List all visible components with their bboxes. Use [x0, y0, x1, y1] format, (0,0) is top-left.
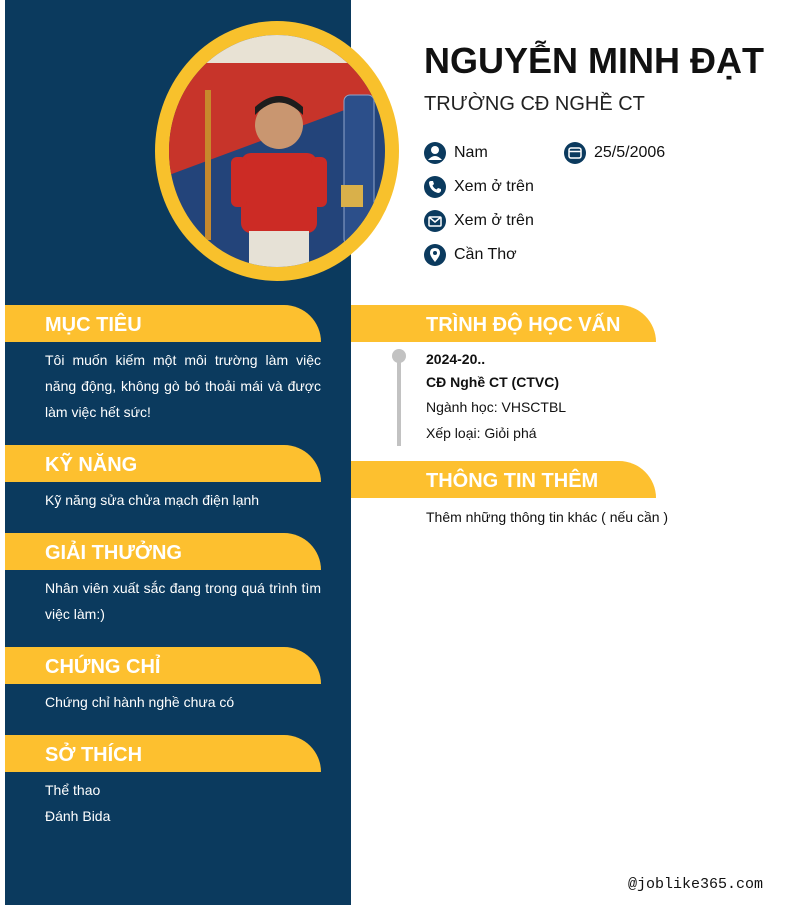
education-grade: Xếp loại: Giỏi phá — [426, 425, 537, 441]
location-icon — [424, 244, 446, 266]
birthdate-value: 25/5/2006 — [594, 144, 666, 161]
hobby-item: Đánh Bida — [45, 808, 111, 824]
email-row — [424, 210, 534, 232]
certificates-text: Chứng chỉ hành nghề chưa có — [45, 694, 235, 710]
calendar-icon — [564, 142, 586, 164]
education-heading: TRÌNH ĐỘ HỌC VẤN — [351, 305, 656, 342]
address-row — [424, 244, 517, 266]
skills-heading: KỸ NĂNG — [5, 445, 321, 482]
avatar-frame — [155, 21, 399, 281]
objective-text: Tôi muốn kiếm một môi trường làm việc năng động, không gò bó thoải mái và được làm việc hết sức! — [45, 352, 321, 420]
objective-heading: MỤC TIÊU — [5, 305, 321, 342]
phone-value: Xem ở trên — [454, 178, 534, 195]
education-period: 2024-20.. — [426, 351, 486, 367]
certificates-heading: CHỨNG CHỈ — [5, 647, 321, 684]
page-title: NGUYỄN MINH ĐẠT — [424, 40, 764, 81]
hobbies-heading: SỞ THÍCH — [5, 735, 321, 772]
phone-icon — [424, 176, 446, 198]
skills-text: Kỹ năng sửa chửa mạch điện lạnh — [45, 492, 260, 508]
phone-row — [424, 176, 534, 198]
timeline-line — [397, 360, 401, 446]
gender-row — [424, 142, 488, 164]
email-value: Xem ở trên — [454, 212, 534, 229]
extra-heading: THÔNG TIN THÊM — [351, 461, 656, 498]
education-major: Ngành học: VHSCTBL — [426, 399, 567, 415]
extra-text: Thêm những thông tin khác ( nếu cần ) — [426, 509, 669, 525]
awards-text: Nhân viên xuất sắc đang trong quá trình tìm việc làm:) — [45, 580, 321, 622]
school-subtitle: TRƯỜNG CĐ NGHỀ CT — [424, 93, 645, 115]
address-value: Cần Thơ — [454, 246, 517, 263]
footer-watermark: @joblike365.com — [627, 876, 763, 893]
awards-heading: GIẢI THƯỞNG — [5, 533, 321, 570]
education-school: CĐ Nghề CT (CTVC) — [426, 374, 559, 390]
avatar — [169, 35, 385, 267]
user-icon — [424, 142, 446, 164]
birthdate-row — [564, 142, 665, 164]
gender-value: Nam — [454, 144, 488, 161]
email-icon — [424, 210, 446, 232]
hobby-item: Thể thao — [45, 782, 101, 798]
